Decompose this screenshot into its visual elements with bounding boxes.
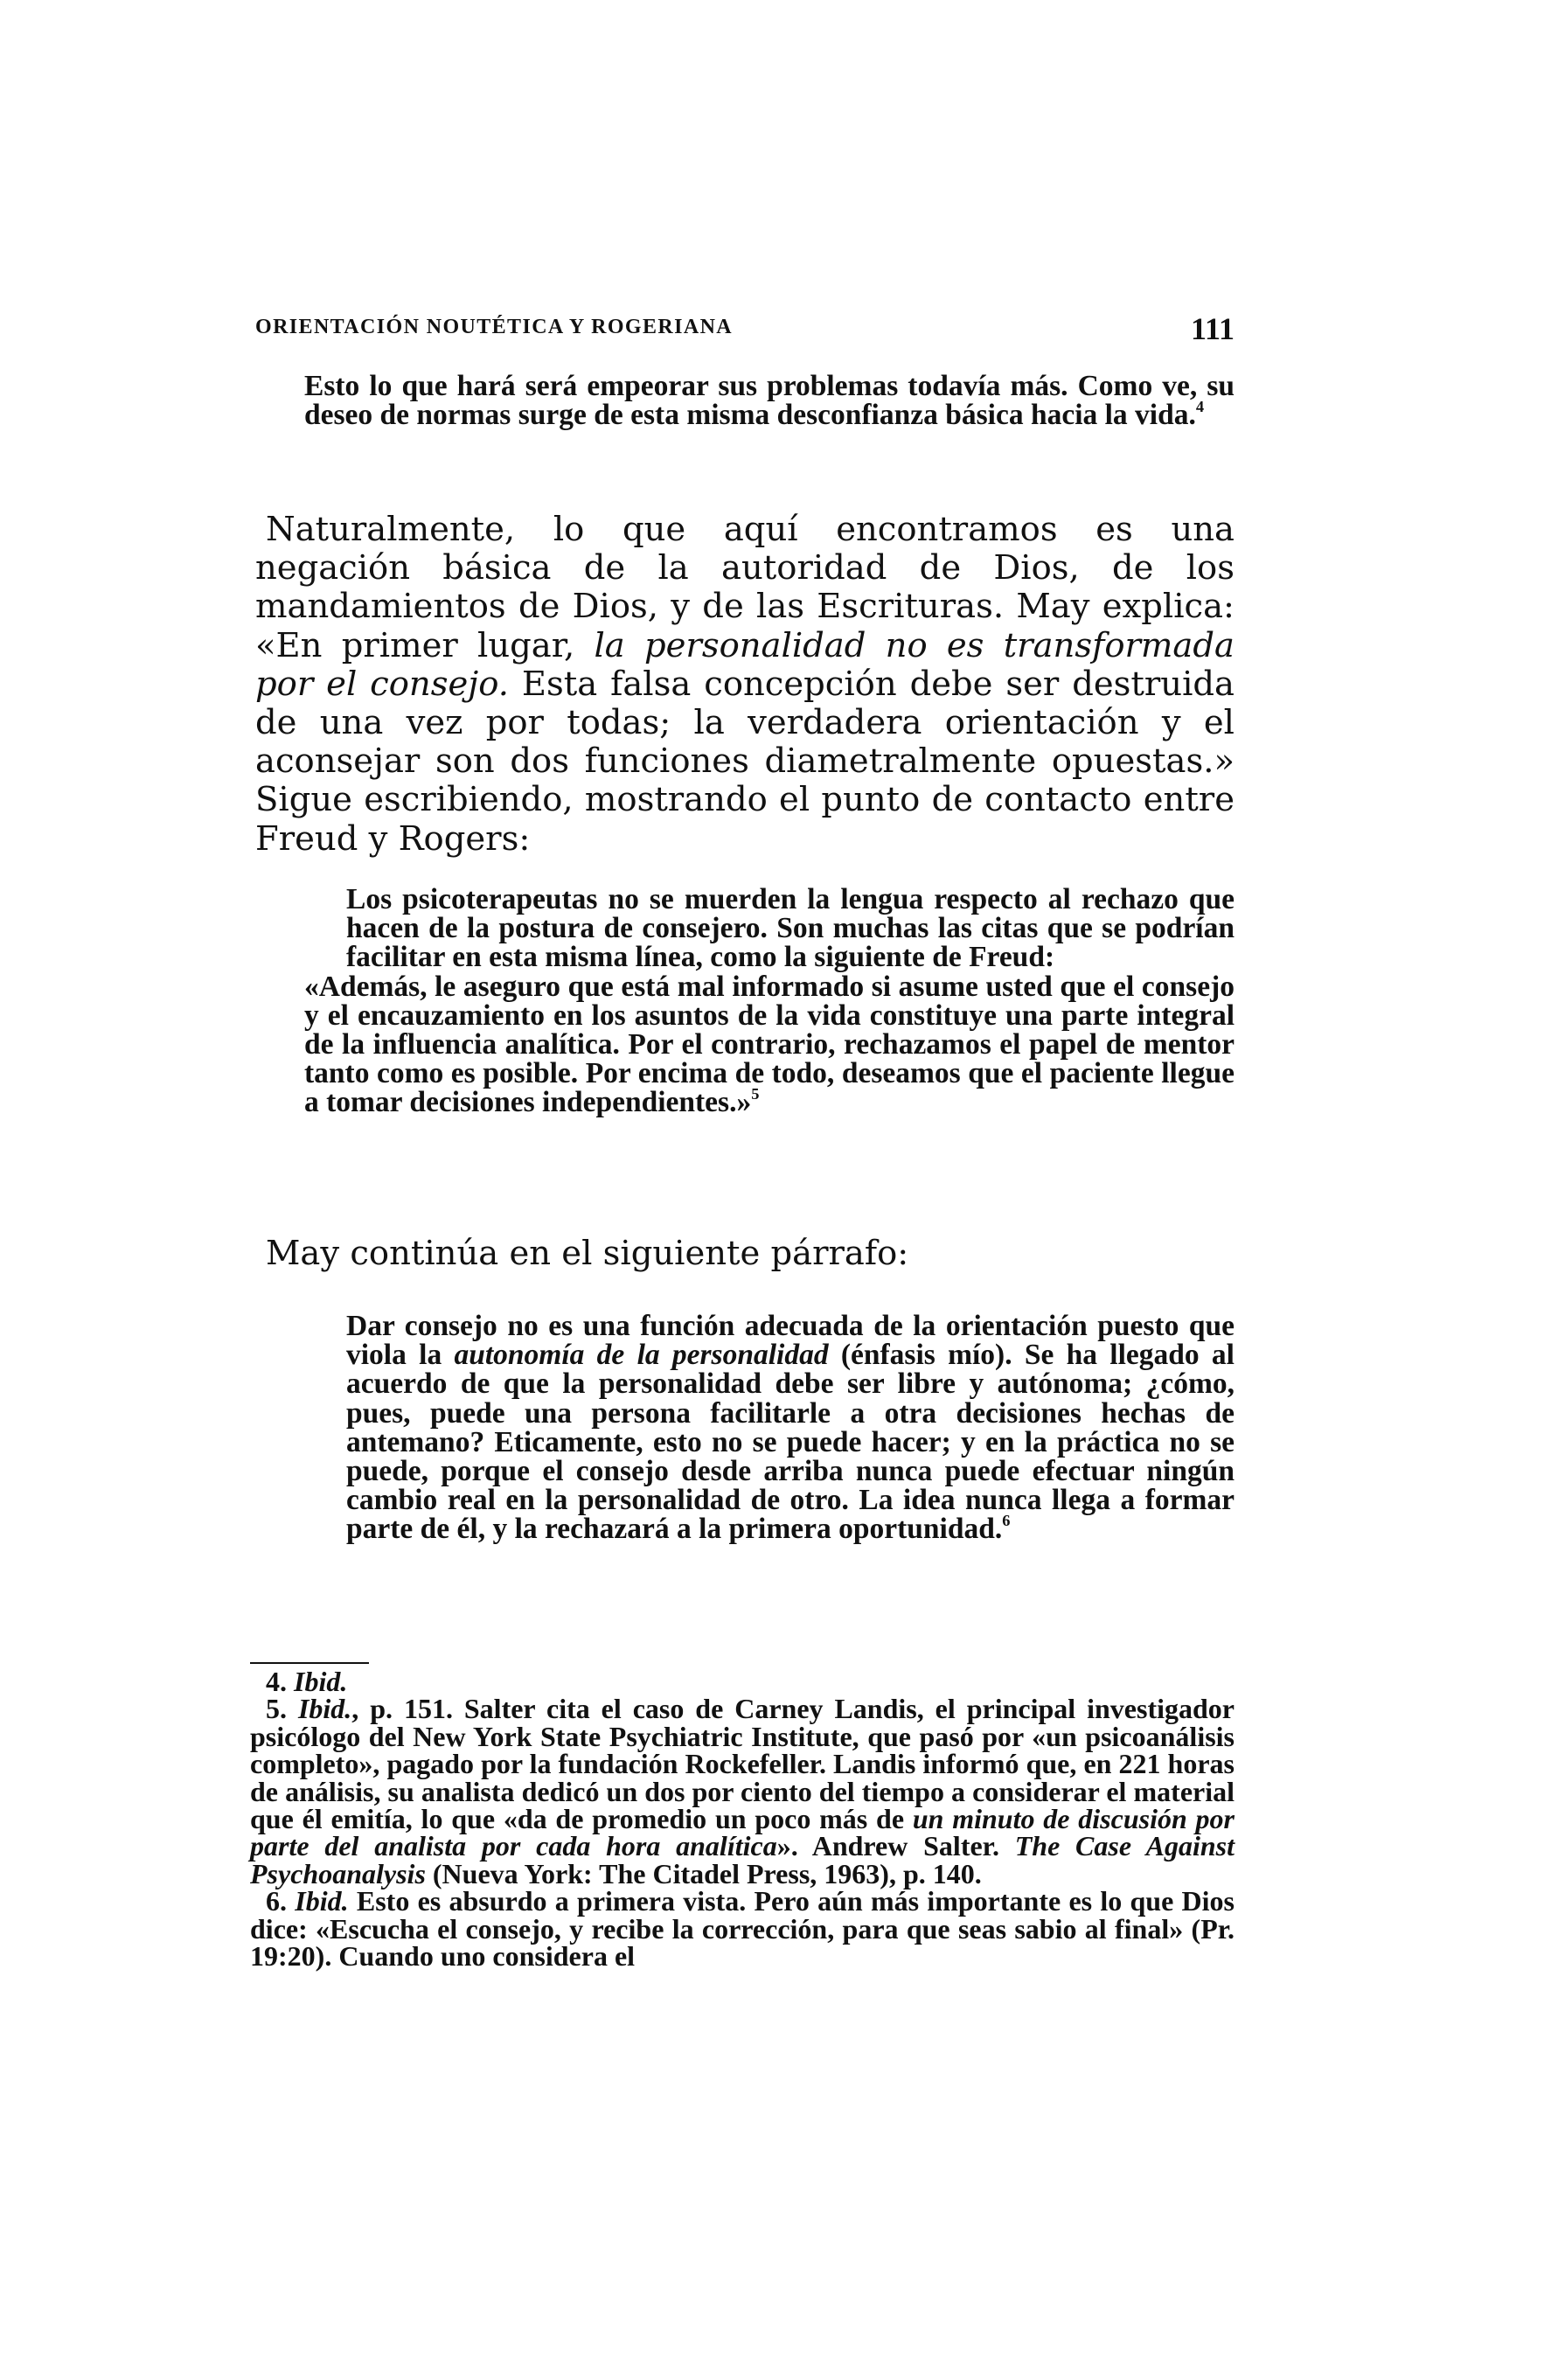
body-paragraph-1: Naturalmente, lo que aquí encontramos es una negación básica de la autoridad de Dios, de los mandamientos de Dios, y de las Escrituras. May explica: «En primer lugar, la personalidad no es transformada por el consejo. Esta falsa concepción debe ser destruida de una vez por todas; la verdadera orientación y el aconsejar son dos funciones diametralmente opuestas.» Sigue escribiendo, mostrando el punto de contacto entre Freud y Rogers: <box>255 510 1235 859</box>
footnotes <box>250 1666 1235 1973</box>
block-quote-2 <box>304 883 1235 1119</box>
running-head: ORIENTACIÓN NOUTÉTICA Y ROGERIANA <box>255 316 734 338</box>
quote-2-paragraph-2: «Además, le aseguro que está mal informado si asume usted que el consejo y el encauzamiento en los asuntos de la vida constituye una parte integral de la influencia analítica. Por el contrario, rechazamos el papel de mentor tanto como es posible. Por encima de todo, deseamos que el paciente llegue a tomar decisiones independientes.»$^5$ <box>304 970 1235 1119</box>
emphasis-text: la personalidad no es transformada por el consejo. <box>255 625 1235 704</box>
quote-1-text: Esto lo que hará será empeorar sus problemas todavía más. Como ve, su deseo de normas surge de esta misma desconfianza básica hacia la vida.$^4$ <box>304 370 1235 432</box>
block-quote-1 <box>304 370 1235 432</box>
footnote-5: 5. Ibid., p. 151. Salter cita el caso de Carney Landis, el principal investigador psicólogo del New York State Psychiatric Institute, que pasó por «un psicoanálisis completo», pagado por la fundación Rockefeller. Landis informó que, en 221 horas de análisis, su analista dedicó un dos por ciento del tiempo a considerar el material que él emitía, lo que «da de promedio un poco más de un minuto de discusión por parte del analista por cada hora analítica». Andrew Salter. The Case Against Psychoanalysis (Nueva York: The Citadel Press, 1963), p. 140. <box>250 1693 1235 1889</box>
page-number: 111 <box>1190 311 1235 346</box>
quote-3-text: Dar consejo no es una función adecuada de la orientación puesto que viola la autonomía de la personalidad (énfasis mío). Se ha llegado al acuerdo de que la personalidad debe ser libre y autónoma; ¿cómo, pues, puede una persona facilitarle a otra decisiones hechas de antemano? Eticamente, esto no se puede hacer; y en la práctica no se puede, porque el consejo desde arriba nunca puede efectuar ningún cambio real en la personalidad de otro. La idea nunca llega a formar parte de él, y la rechazará a la primera oportunidad.$^6$ <box>346 1310 1235 1546</box>
note-ref-4: 4 <box>1195 398 1205 416</box>
footnote-divider <box>250 1662 369 1664</box>
quote-2-paragraph-1: Los psicoterapeutas no se muerden la lengua respecto al rechazo que hacen de la postura de consejero. Son muchas las citas que se podrían facilitar en esta misma línea, como la siguiente de Freud: <box>346 883 1235 974</box>
note-ref-5: 5 <box>751 1085 760 1103</box>
footnote-6: 6. Ibid. Esto es absurdo a primera vista. Pero aún más importante es lo que Dios dice: «Escucha el consejo, y recibe la corrección, para que seas sabio al final» (Pr. 19:20). Cuando uno considera el <box>250 1885 1235 1973</box>
note-ref-6: 6 <box>1002 1512 1011 1530</box>
block-quote-3 <box>346 1312 1235 1544</box>
footnote-4: 4. Ibid. <box>266 1666 348 1697</box>
body-paragraph-2: May continúa en el siguiente párrafo: <box>266 1234 909 1273</box>
running-header <box>255 310 1235 349</box>
emphasis-text: autonomía de la personalidad <box>454 1339 829 1372</box>
